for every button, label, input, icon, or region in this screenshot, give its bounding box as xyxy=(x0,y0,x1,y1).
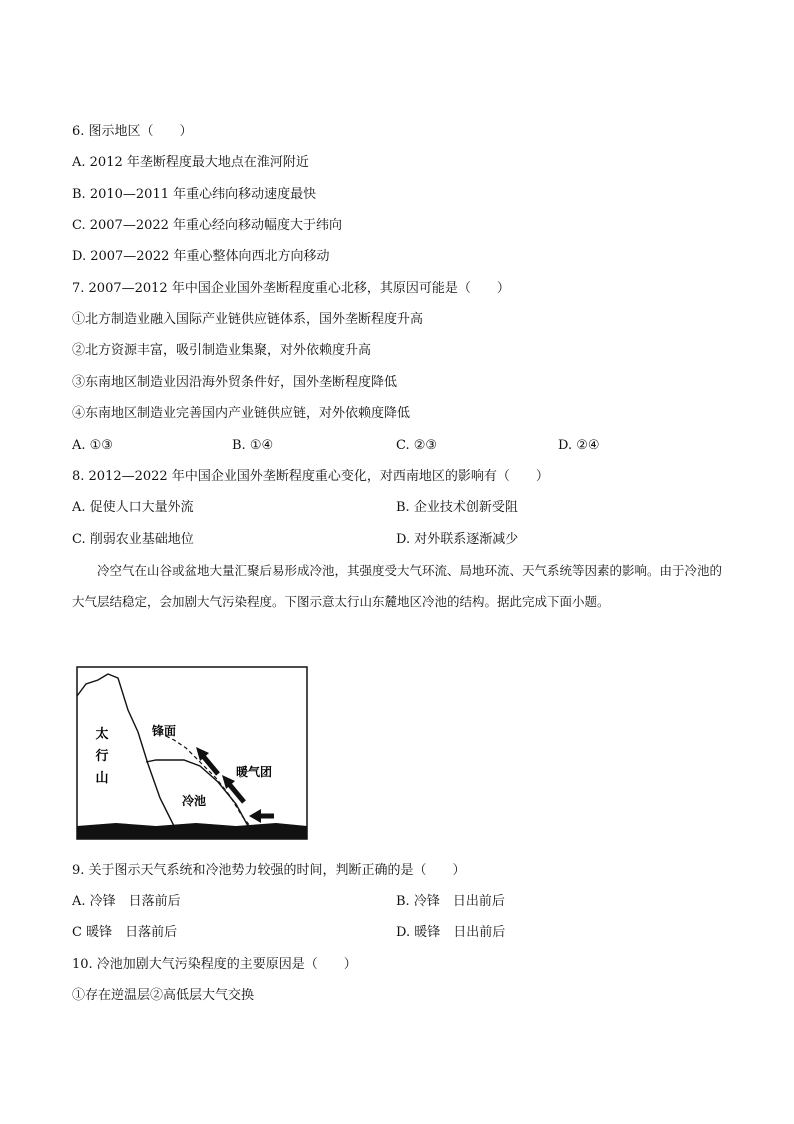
cold-pool-figure xyxy=(76,666,308,840)
q7-option-d: D. ②④ xyxy=(558,438,600,453)
q8-option-a: A. 促使人口大量外流 xyxy=(72,500,194,515)
q7-item-4: ④东南地区制造业完善国内产业链供应链，对外依赖度降低 xyxy=(72,406,411,421)
q10-stem: 10. 冷池加剧大气污染程度的主要原因是（ ） xyxy=(72,957,357,972)
q8-option-c: C. 削弱农业基础地位 xyxy=(72,532,194,547)
q8-option-b: B. 企业技术创新受阻 xyxy=(396,500,518,515)
q9-stem: 9. 关于图示天气系统和冷池势力较强的时间，判断正确的是（ ） xyxy=(72,863,466,878)
ground xyxy=(77,823,307,839)
q9-options-row-2 xyxy=(72,924,732,942)
q8-stem: 8. 2012—2022 年中国企业国外垄断程度重心变化，对西南地区的影响有（ ） xyxy=(72,469,549,484)
mountain-label-2: 行 xyxy=(95,749,109,764)
q7-stem: 7. 2007—2012 年中国企业国外垄断程度重心北移，其原因可能是（ ） xyxy=(72,281,510,296)
q10-items: ①存在逆温层②高低层大气交换 xyxy=(72,988,255,1003)
q6-option-c: C. 2007—2022 年重心经向移动幅度大于纬向 xyxy=(72,218,343,233)
q8-options-row-1 xyxy=(72,499,732,517)
q9-option-b: B. 冷锋 日出前后 xyxy=(396,894,505,909)
q7-options xyxy=(72,437,732,455)
mountain-label-1: 太 xyxy=(95,727,109,742)
q9-option-a: A. 冷锋 日落前后 xyxy=(72,894,181,909)
passage-text: 冷空气在山谷或盆地大量汇聚后易形成冷池，其强度受大气环流、局地环流、天气系统等因素的影响。由于冷池的大气层结稳定，会加剧大气污染程度。下图示意太行山东麓地区冷池的结构。据此完成下面小题。 xyxy=(72,563,723,609)
q7-option-c: C. ②③ xyxy=(396,438,438,453)
mountain-label-3: 山 xyxy=(95,771,109,786)
q6-option-b: B. 2010—2011 年重心纬向移动速度最快 xyxy=(72,187,317,202)
q7-option-a: A. ①③ xyxy=(72,438,113,453)
q6-option-a: A. 2012 年垄断程度最大地点在淮河附近 xyxy=(72,155,309,170)
q8-option-d: D. 对外联系逐渐减少 xyxy=(396,532,519,547)
q7-option-b: B. ①④ xyxy=(232,438,274,453)
q7-item-3: ③东南地区制造业因沿海外贸条件好，国外垄断程度降低 xyxy=(72,375,398,390)
q9-options-row-1 xyxy=(72,893,732,911)
figure-frame xyxy=(77,667,307,839)
q7-item-2: ②北方资源丰富，吸引制造业集聚，对外依赖度升高 xyxy=(72,343,372,358)
q9-option-d: D. 暖锋 日出前后 xyxy=(396,925,506,940)
q8-options-row-2 xyxy=(72,531,732,549)
cold-pool-label: 冷池 xyxy=(182,794,207,808)
q9-option-c: C 暖锋 日落前后 xyxy=(72,925,178,940)
q7-item-1: ①北方制造业融入国际产业链供应链体系，国外垄断程度升高 xyxy=(72,312,424,327)
q6-stem: 6. 图示地区（ ） xyxy=(72,124,193,139)
front-label: 锋面 xyxy=(152,724,177,738)
q6-option-d: D. 2007—2022 年重心整体向西北方向移动 xyxy=(72,249,330,264)
warm-air-mass-label: 暖气团 xyxy=(236,765,273,779)
